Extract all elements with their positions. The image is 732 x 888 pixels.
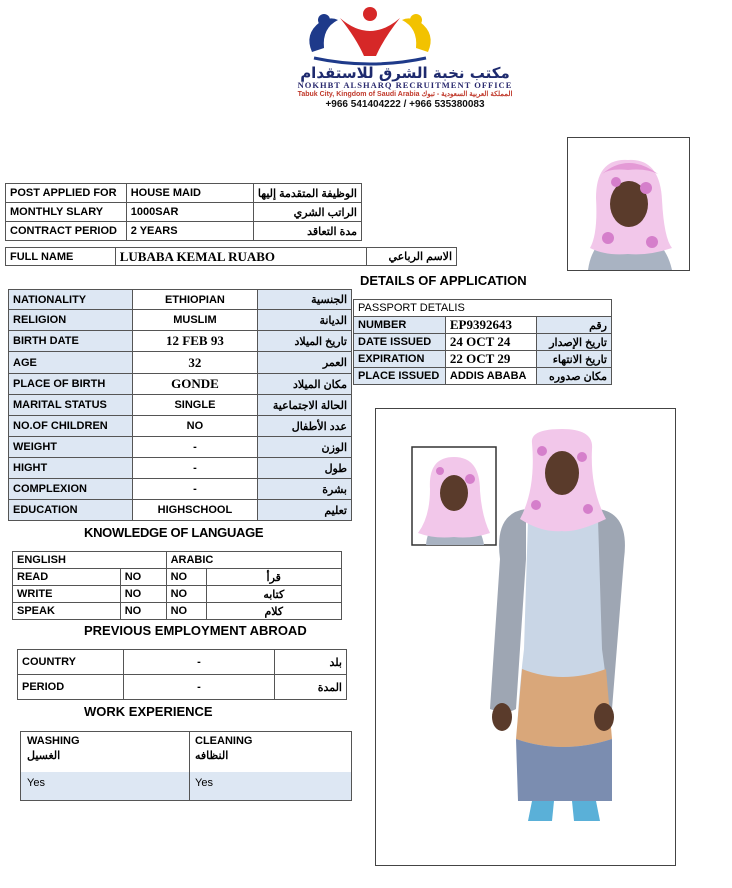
education-value: HIGHSCHOOL [132, 500, 257, 521]
portrait-photo [567, 137, 690, 271]
date-issued-label: DATE ISSUED [354, 334, 446, 351]
passport-title: PASSPORT DETALIS [354, 300, 612, 317]
table-row [18, 650, 347, 675]
table-row [9, 374, 352, 395]
education-arabic: تعليم [258, 500, 352, 521]
religion-value: MUSLIM [132, 310, 257, 331]
period-value: - [123, 675, 274, 700]
table-row [9, 352, 352, 374]
nationality-label: NATIONALITY [9, 290, 133, 310]
children-arabic: عدد الأطفال [258, 416, 352, 437]
marital-status-label: MARITAL STATUS [9, 395, 133, 416]
children-label: NO.OF CHILDREN [9, 416, 133, 437]
country-value: - [123, 650, 274, 675]
age-label: AGE [9, 352, 133, 374]
language-col-arabic: ARABIC [166, 552, 341, 569]
work-heading: WORK EXPERIENCE [84, 704, 213, 719]
cleaning-arabic: النظافه [195, 750, 229, 762]
birth-date-arabic: تاريخ الميلاد [258, 331, 352, 352]
cleaning-value-cell [190, 772, 351, 800]
cleaning-value: Yes [195, 777, 213, 789]
employment-table [17, 649, 347, 700]
table-row [6, 222, 362, 241]
table-row [13, 586, 342, 603]
read-arabic: قرأ [206, 569, 342, 586]
table-row [6, 203, 362, 222]
place-issued-value: ADDIS ABABA [445, 368, 537, 385]
washing-value-cell [21, 772, 190, 800]
table-row [9, 290, 352, 310]
write-label: WRITE [13, 586, 121, 603]
passport-number-label: NUMBER [354, 317, 446, 334]
language-col-english: ENGLISH [13, 552, 167, 569]
salary-arabic: الراتب الشري [253, 203, 361, 222]
country-arabic: بلد [275, 650, 347, 675]
nationality-value: ETHIOPIAN [132, 290, 257, 310]
washing-label: WASHING [27, 735, 80, 747]
write-arabic: كتابه [206, 586, 342, 603]
company-phones: +966 541404222 / +966 535380083 [325, 99, 485, 110]
read-english: NO [120, 569, 166, 586]
company-logo [300, 4, 440, 66]
speak-arabic: كلام [206, 603, 342, 620]
company-english-name: NOKHBT ALSHARQ RECRUITMENT OFFICE [297, 80, 513, 90]
marital-status-value: SINGLE [132, 395, 257, 416]
personal-table [8, 289, 352, 521]
post-arabic: الوظيفة المتقدمة إليها [253, 184, 361, 203]
table-row [9, 437, 352, 458]
nationality-arabic: الجنسية [258, 290, 352, 310]
place-issued-label: PLACE ISSUED [354, 368, 446, 385]
table-row [9, 395, 352, 416]
details-heading: DETAILS OF APPLICATION [360, 273, 527, 288]
post-value: HOUSE MAID [126, 184, 253, 203]
place-of-birth-arabic: مكان الميلاد [258, 374, 352, 395]
table-row [13, 569, 342, 586]
table-row [13, 603, 342, 620]
contract-value: 2 YEARS [126, 222, 253, 241]
salary-label: MONTHLY SLARY [6, 203, 127, 222]
company-arabic-name: مكتب نخبة الشرق للاستقدام [300, 64, 510, 82]
expiration-arabic: تاريخ الانتهاء [537, 351, 612, 368]
passport-number-value: EP9392643 [445, 317, 537, 334]
height-label: HIGHT [9, 458, 133, 479]
contract-label: CONTRACT PERIOD [6, 222, 127, 241]
washing-arabic: الغسيل [27, 750, 61, 762]
full-body-photo [375, 408, 676, 866]
age-value: 32 [132, 352, 257, 374]
table-row [9, 479, 352, 500]
post-label: POST APPLIED FOR [6, 184, 127, 203]
table-row [9, 500, 352, 521]
application-table [5, 183, 362, 241]
table-row [354, 334, 612, 351]
expiration-label: EXPIRATION [354, 351, 446, 368]
table-row [9, 331, 352, 352]
weight-arabic: الوزن [258, 437, 352, 458]
contract-arabic: مدة التعاقد [253, 222, 361, 241]
place-issued-arabic: مكان صدوره [537, 368, 612, 385]
passport-number-arabic: رقم [537, 317, 612, 334]
read-label: READ [13, 569, 121, 586]
height-value: - [132, 458, 257, 479]
write-english: NO [120, 586, 166, 603]
complexion-label: COMPLEXION [9, 479, 133, 500]
work-table [20, 731, 352, 801]
weight-label: WEIGHT [9, 437, 133, 458]
table-row [18, 675, 347, 700]
children-value: NO [132, 416, 257, 437]
salary-value: 1000SAR [126, 203, 253, 222]
language-table [12, 551, 342, 620]
birth-date-label: BIRTH DATE [9, 331, 133, 352]
place-of-birth-label: PLACE OF BIRTH [9, 374, 133, 395]
table-row [9, 416, 352, 437]
table-row [354, 368, 612, 385]
expiration-value: 22 OCT 29 [445, 351, 537, 368]
height-arabic: طول [258, 458, 352, 479]
table-row [6, 184, 362, 203]
company-location: Tabuk City, Kingdom of Saudi Arabia المملكة العربية السعودية - تبوك [297, 91, 513, 98]
date-issued-value: 24 OCT 24 [445, 334, 537, 351]
employment-heading: PREVIOUS EMPLOYMENT ABROAD [84, 623, 307, 638]
complexion-arabic: بشرة [258, 479, 352, 500]
washing-cell [21, 732, 190, 772]
table-row [354, 351, 612, 368]
cleaning-label: CLEANING [195, 735, 253, 747]
age-arabic: العمر [258, 352, 352, 374]
marital-status-arabic: الحالة الاجتماعية [258, 395, 352, 416]
passport-table [353, 299, 612, 385]
table-row [354, 317, 612, 334]
language-heading: KNOWLEDGE OF LANGUAGE [84, 525, 264, 540]
weight-value: - [132, 437, 257, 458]
place-of-birth-value: GONDE [132, 374, 257, 395]
complexion-value: - [132, 479, 257, 500]
date-issued-arabic: تاريخ الإصدار [537, 334, 612, 351]
full-name-label: FULL NAME [6, 248, 116, 266]
table-row [9, 458, 352, 479]
speak-label: SPEAK [13, 603, 121, 620]
write-arabic-value: NO [166, 586, 206, 603]
full-name-table [5, 247, 457, 266]
birth-date-value: 12 FEB 93 [132, 331, 257, 352]
religion-arabic: الديانة [258, 310, 352, 331]
washing-value: Yes [27, 777, 45, 789]
period-label: PERIOD [18, 675, 124, 700]
speak-arabic-value: NO [166, 603, 206, 620]
read-arabic-value: NO [166, 569, 206, 586]
period-arabic: المدة [275, 675, 347, 700]
religion-label: RELIGION [9, 310, 133, 331]
full-name-value: LUBABA KEMAL RUABO [115, 248, 366, 266]
table-row [9, 310, 352, 331]
speak-english: NO [120, 603, 166, 620]
cleaning-cell [190, 732, 351, 772]
education-label: EDUCATION [9, 500, 133, 521]
country-label: COUNTRY [18, 650, 124, 675]
full-name-arabic: الاسم الرباعي [367, 248, 457, 266]
